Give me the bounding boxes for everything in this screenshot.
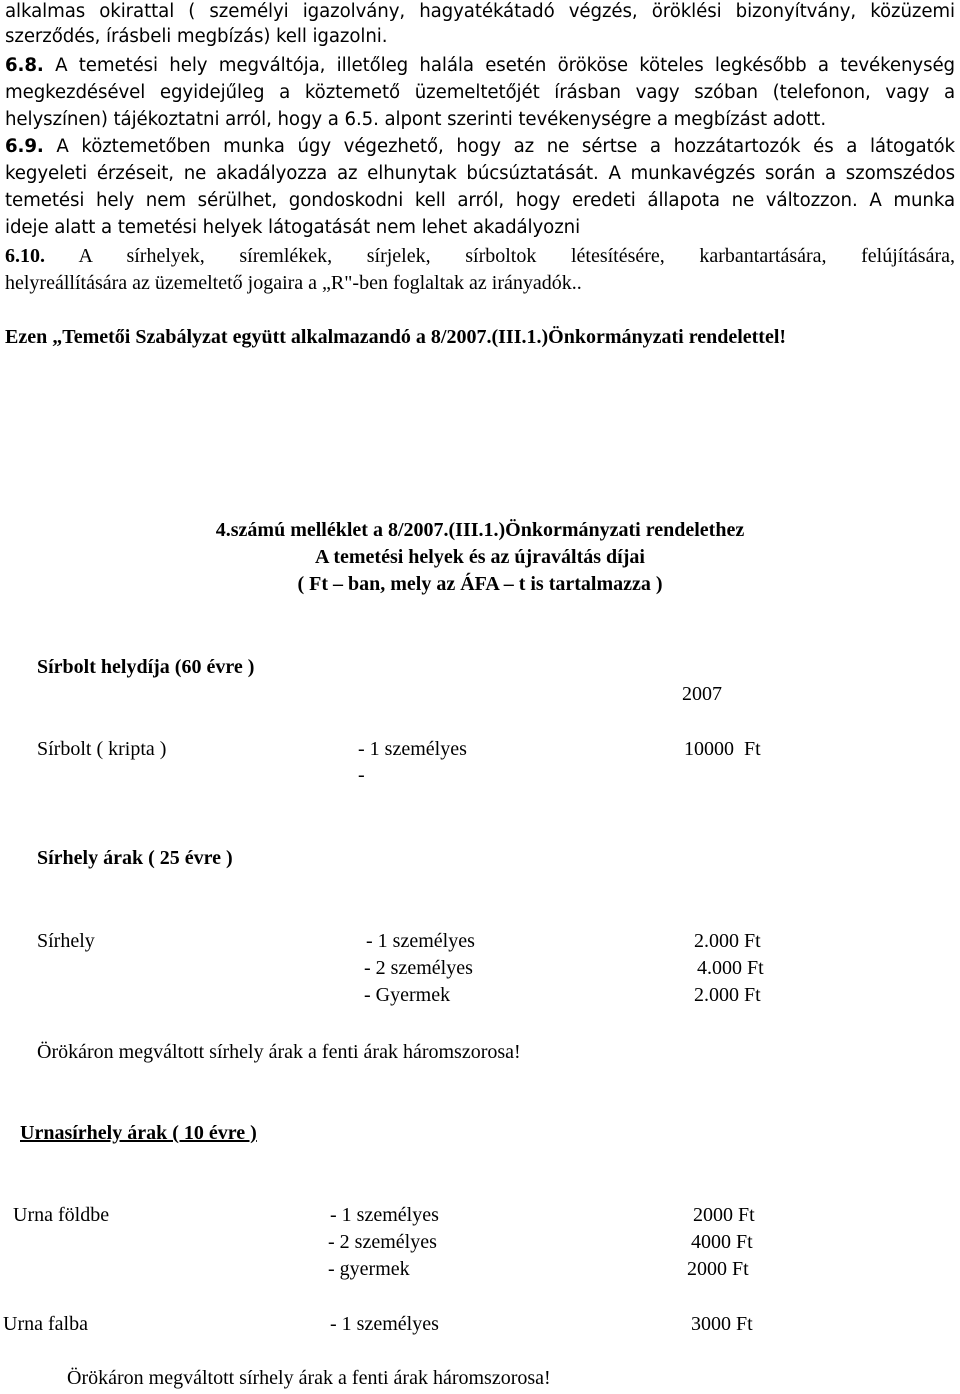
notice-bold: Ezen „Temetői Szabályzat együtt alkalmazandó a 8/2007.(III.1.)Önkormányzati rendelettel! (5, 326, 787, 348)
paragraph-6-10-line (5, 244, 955, 268)
sirbolt-heading-text: Sírbolt helydíja (60 évre ) (37, 656, 255, 678)
section-number: 6.9. (5, 136, 44, 157)
price-value: 2.000 Ft (694, 930, 761, 952)
price-value: 4000 Ft (691, 1231, 753, 1253)
section-number: 6.10. (5, 245, 45, 267)
paragraph-line: megkezdésével egyidejűleg a köztemető üzemeltetőjét írásban vagy szóban (telefonon, vagy a (5, 82, 955, 103)
annex-subtitle-text: A temetési helyek és az újraváltás díjai (315, 546, 645, 568)
year-header: 2007 (682, 683, 722, 705)
price-item-label: Sírhely (37, 930, 95, 952)
sirhely-footnote: Örökáron megváltott sírhely árak a fenti árak háromszorosa! (37, 1041, 521, 1063)
paragraph-text: A temetési hely megváltója, illetőleg halála esetén örököse köteles legkésőbb a tevékenység (55, 55, 956, 76)
paragraph-line: kegyeleti érzéseit, ne akadályozza az elhunytak búcsúztatását. A munkavégzés során a szomszédos (5, 163, 955, 184)
urna-footnote: Örökáron megváltott sírhely árak a fenti árak háromszorosa! (67, 1367, 551, 1389)
paragraph-6-9-line (5, 135, 955, 159)
price-value: 2.000 Ft (694, 984, 761, 1006)
annex-subtitle (0, 545, 960, 569)
paragraph-line: alkalmas okirattal ( személyi igazolvány, hagyatékátadó végzés, öröklési bizonyítvány, közüzemi (5, 1, 955, 22)
price-item-type: - Gyermek (364, 984, 451, 1006)
price-value: 3000 Ft (691, 1313, 753, 1335)
price-value: 10000 Ft (684, 738, 761, 760)
price-item-type: - 1 személyes (366, 930, 475, 952)
paragraph-line: helyreállítására az üzemeltető jogaira a „R"-ben foglaltak az irányadók.. (5, 272, 582, 294)
urna-heading-text: Urnasírhely árak ( 10 évre ) (20, 1122, 257, 1144)
sirbolt-heading (37, 655, 254, 679)
paragraph-line: temetési hely nem sérülhet, gondoskodni kell arról, hogy eredeti állapota ne változzon. A munka (5, 190, 955, 211)
paragraph-line: ideje alatt a temetési helyek látogatását nem lehet akadályozni (5, 217, 581, 238)
price-item-type: - 1 személyes (330, 1204, 439, 1226)
sirhely-heading-text: Sírhely árak ( 25 évre ) (37, 847, 233, 869)
price-item-type: - 1 személyes (330, 1313, 439, 1335)
paragraph-text: A köztemetőben munka úgy végezhető, hogy az ne sértse a hozzátartozók és a látogatók (56, 136, 955, 157)
annex-title (0, 518, 960, 542)
price-item-type: - 2 személyes (328, 1231, 437, 1253)
price-item-label: Urna falba (3, 1313, 88, 1335)
dash-mark: - (358, 764, 365, 786)
urna-heading (20, 1121, 257, 1145)
price-item-label: Sírbolt ( kripta ) (37, 738, 167, 760)
paragraph-line: helyszínen) tájékoztatni arról, hogy a 6.5. alpont szerinti tevékenységre a megbízást adott. (5, 109, 827, 130)
annex-note (0, 572, 960, 596)
notice-text (5, 325, 786, 349)
annex-title-text: 4.számú melléklet a 8/2007.(III.1.)Önkormányzati rendelethez (215, 519, 745, 541)
price-item-label: Urna földbe (13, 1204, 110, 1226)
annex-note-text: ( Ft – ban, mely az ÁFA – t is tartalmazza ) (297, 573, 663, 595)
sirhely-heading (37, 846, 233, 870)
paragraph-line: szerződés, írásbeli megbízás) kell igazolni. (5, 26, 388, 47)
price-value: 2000 Ft (687, 1258, 749, 1280)
price-item-type: - gyermek (328, 1258, 410, 1280)
price-item-type: - 1 személyes (358, 738, 467, 760)
price-value: 2000 Ft (693, 1204, 755, 1226)
paragraph-6-8-line (5, 54, 955, 78)
section-number: 6.8. (5, 55, 44, 76)
price-value: 4.000 Ft (697, 957, 764, 979)
price-item-type: - 2 személyes (364, 957, 473, 979)
paragraph-text: A sírhelyek, síremlékek, sírjelek, sírboltok létesítésére, karbantartására, felújítására, (78, 245, 955, 267)
